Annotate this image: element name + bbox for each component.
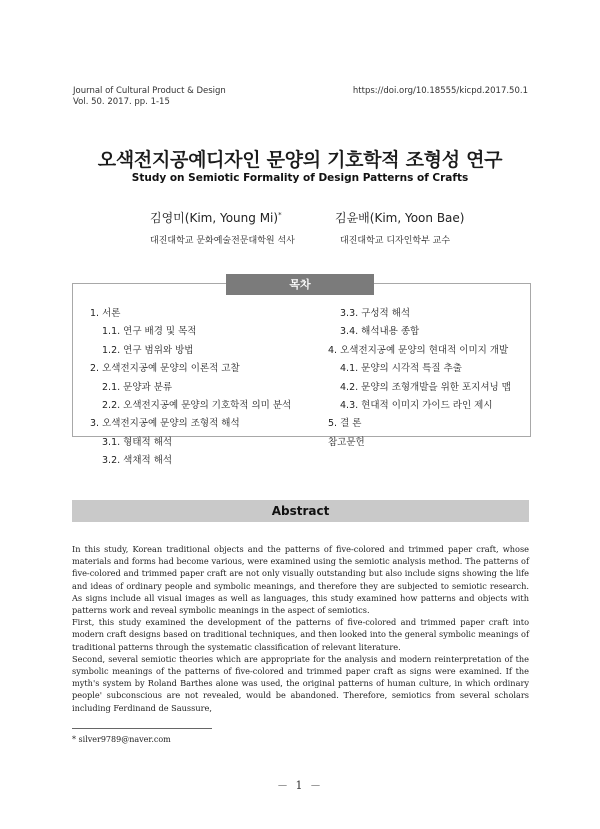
toc-item: 4.3. 현대적 이미지 가이드 라인 제시 <box>340 400 493 412</box>
author-2-affiliation: 대진대학교 디자인학부 교수 <box>340 236 451 246</box>
abstract-paragraph: In this study, Korean traditional objects and the patterns of five-colored and trimmed paper craft, whose materials and forms had become various, were examined using the semiotic analysis method. The patterns of five-colored and trimmed paper craft are not only visually outstanding but also include signs showing the life and ideas of ordinary people and symbolic meanings, and therefore they are subjected to semiotic research. As signs include all visual images as well as languages, this study examined how patterns and objects with patterns work and reveal symbolic meanings in the aspect of semiotics. <box>72 544 529 616</box>
abstract-body <box>72 543 529 714</box>
abstract-paragraph: Second, several semiotic theories which are appropriate for the analysis and modern reinterpretation of the symbolic meanings of the patterns of five-colored and trimmed paper craft as signs were examined. If the myth's system by Roland Barthes alone was used, the original patterns of human culture, in which ordinary people' subconscious are not revealed, would be abandoned. Therefore, semiotics from several scholars including Ferdinand de Saussure, <box>72 653 529 713</box>
toc-item: 3.2. 색채적 해석 <box>102 455 173 467</box>
toc-left-column <box>90 305 291 471</box>
toc-item: 참고문헌 <box>328 436 365 448</box>
abstract-paragraph: First, this study examined the development of the patterns of five-colored and trimmed paper craft into modern craft designs based on traditional techniques, and then looked into the general symbolic meanings of traditional patterns through the systematic classification of relevant literature. <box>72 617 529 652</box>
journal-name: Journal of Cultural Product & Design <box>73 86 226 96</box>
doi-link[interactable]: https://doi.org/10.18555/kicpd.2017.50.1 <box>352 86 528 96</box>
footnote-rule <box>72 728 212 729</box>
toc-item: 3.3. 구성적 해석 <box>340 308 411 319</box>
toc-item: 1. 서론 <box>90 308 121 319</box>
toc-item: 3.4. 해석내용 종합 <box>340 326 420 338</box>
author-2 <box>335 209 464 226</box>
toc-item: 5. 결 론 <box>328 418 362 430</box>
toc-item: 1.2. 연구 범위와 방법 <box>102 344 194 356</box>
toc-item: 2.1. 문양과 분류 <box>102 381 173 393</box>
toc-item: 4. 오색전지공예 문양의 현대적 이미지 개발 <box>328 344 509 356</box>
footnote: * silver9789@naver.com <box>72 735 171 744</box>
toc-item: 2.2. 오색전지공예 문양의 기호학적 의미 분석 <box>102 400 292 412</box>
page-number: － 1 － <box>277 779 323 792</box>
toc-item: 2. 오색전지공예 문양의 이론적 고찰 <box>90 363 240 375</box>
author-1-name: 김영미(Kim, Young Mi) <box>150 211 279 225</box>
author-1 <box>150 209 282 226</box>
abstract-heading: Abstract <box>72 500 529 522</box>
toc-item: 3. 오색전지공예 문양의 조형적 해석 <box>90 418 240 430</box>
title-english: Study on Semiotic Formality of Design Patterns of Crafts <box>131 172 469 184</box>
journal-header <box>73 86 226 108</box>
toc-item: 3.1. 형태적 해석 <box>102 436 173 448</box>
toc-label: 목차 <box>226 274 374 295</box>
author-2-name: 김윤배(Kim, Yoon Bae) <box>335 211 465 225</box>
toc-item: 4.2. 문양의 조형개발을 위한 포지셔닝 맵 <box>340 381 511 393</box>
author-1-affiliation: 대진대학교 문화예술전문대학원 석사 <box>150 236 295 246</box>
toc-item: 4.1. 문양의 시각적 특질 추출 <box>340 363 462 375</box>
author-1-mark: * <box>278 211 282 219</box>
title-korean: 오색전지공예디자인 문양의 기호학적 조형성 연구 <box>97 149 503 171</box>
toc-item: 1.1. 연구 배경 및 목적 <box>102 326 197 338</box>
journal-volume: Vol. 50. 2017. pp. 1-15 <box>73 97 170 107</box>
toc-right-column <box>328 305 511 452</box>
